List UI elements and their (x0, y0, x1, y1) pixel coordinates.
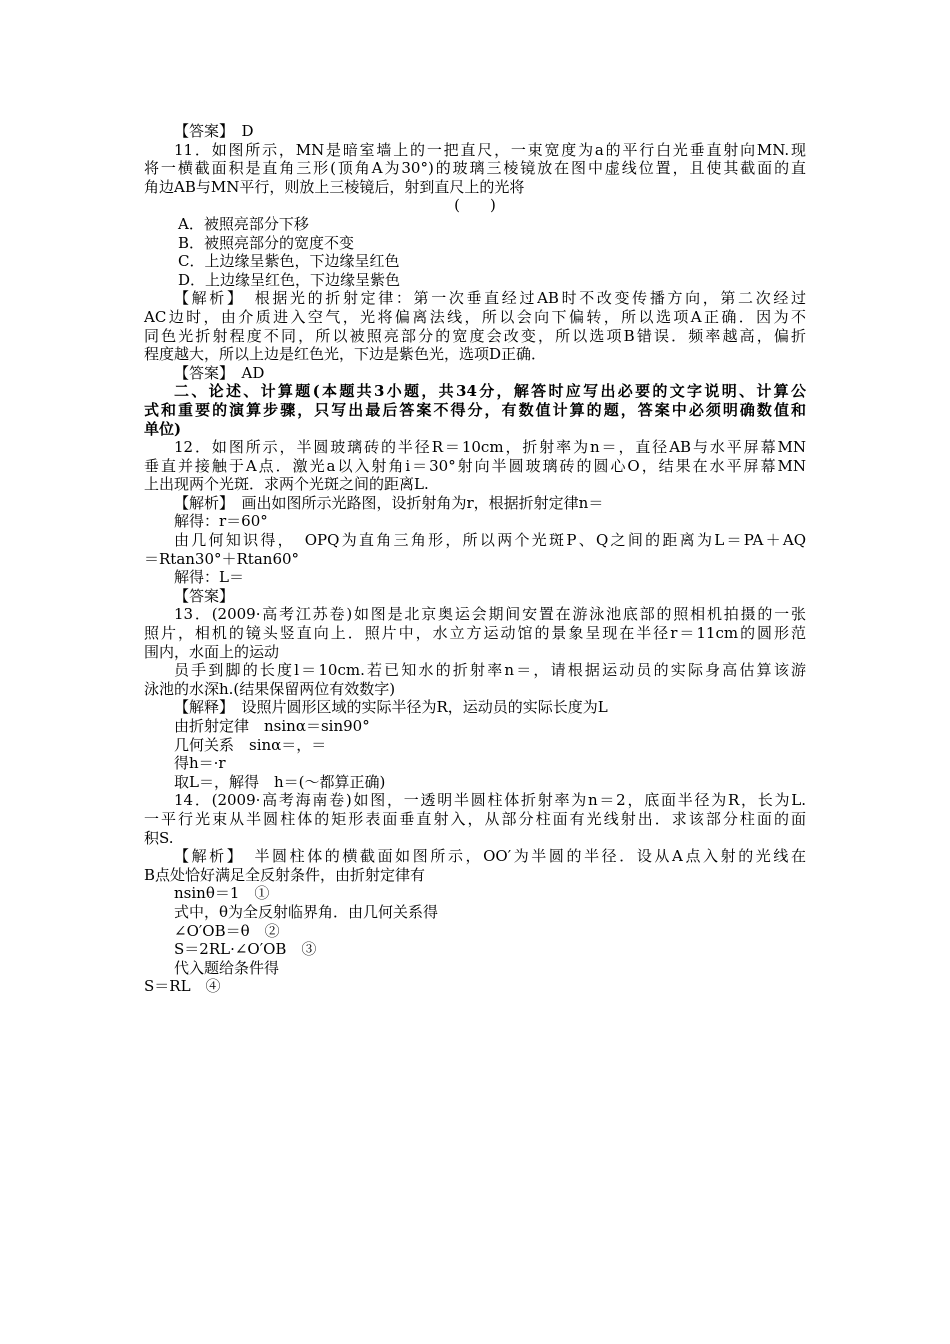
q14-line-3: 积S. (144, 828, 174, 847)
option-a: A．被照亮部分下移 (178, 214, 309, 233)
answer-label: 【答案】 AD (174, 363, 265, 382)
analysis-line-4: 程度越大，所以上边是红色光，下边是紫色光，选项D正确． (144, 345, 547, 364)
q13-line-3: 围内，水面上的运动 (144, 642, 280, 661)
q13-line-5: 泳池的水深h.(结果保留两位有效数字) (144, 679, 396, 698)
q12-analysis-4: ＝Rtan30°＋Rtan60° (144, 549, 300, 568)
option-d: D．上边缘呈红色，下边缘呈紫色 (178, 270, 401, 289)
q13-explain-3: 几何关系 sinα＝，＝ (174, 735, 327, 754)
analysis-line-1: 【解析】 根据光的折射定律：第一次垂直经过AB时不改变传播方向，第二次经过 (174, 289, 806, 308)
q11-line-3: 角边AB与MN平行，则放上三棱镜后，射到直尺上的光将 (144, 177, 525, 196)
q14-equation-1: nsinθ＝1 ① (174, 884, 270, 903)
q12-analysis-2: 解得：r＝60° (174, 512, 268, 531)
analysis-line-2: AC边时，由介质进入空气，光将偏离法线，所以会向下偏转，所以选项A正确．因为不 (144, 307, 806, 326)
q14-analysis-2: B点处恰好满足全反射条件，由折射定律有 (144, 865, 426, 884)
answer-label: 【答案】 D (174, 122, 254, 140)
q13-line-4: 员手到脚的长度l＝10cm.若已知水的折射率n＝，请根据运动员的实际身高估算该游 (174, 661, 806, 680)
q13-explain-2: 由折射定律 nsinα＝sin90° (174, 717, 370, 735)
q12-analysis-3: 由几何知识得， OPQ为直角三角形，所以两个光斑P、Q之间的距离为L＝PA＋AQ (174, 531, 806, 550)
q13-explain-1: 【解释】 设照片圆形区域的实际半径为R，运动员的实际长度为L (174, 698, 608, 717)
q12-line-3: 上出现两个光斑．求两个光斑之间的距离L. (144, 475, 429, 494)
q13-explain-4: 得h＝·r (174, 754, 226, 773)
q11-line-2: 将一横截面积是直角三形(顶角A为30°)的玻璃三棱镜放在图中虚线位置，且使其截面的直 (144, 159, 806, 178)
q13-line-1: 13．(2009·高考江苏卷)如图是北京奥运会期间安置在游泳池底部的照相机拍摄的一张 (174, 605, 806, 624)
section-heading-3: 单位) (144, 419, 182, 438)
option-b: B．被照亮部分的宽度不变 (178, 233, 355, 252)
answer-label: 【答案】 (174, 586, 235, 605)
q14-equation-3: S＝2RL·∠O′OB ③ (174, 940, 317, 959)
q12-line-2: 垂直并接触于A点．激光a以入射角i＝30°射向半圆玻璃砖的圆心O，结果在水平屏幕MN (144, 456, 806, 475)
q14-analysis-3: 式中，θ为全反射临界角．由几何关系得 (174, 902, 439, 921)
analysis-line-3: 同色光折射程度不同，所以被照亮部分的宽度会改变，所以选项B错误．频率越高，偏折 (144, 326, 806, 345)
q12-line-1: 12．如图所示，半圆玻璃砖的半径R＝10cm，折射率为n＝，直径AB与水平屏幕MN (174, 438, 806, 457)
q13-explain-5: 取L＝，解得 h＝(～都算正确) (174, 772, 386, 791)
q11-line-1: 11．如图所示，MN是暗室墙上的一把直尺，一束宽度为a的平行白光垂直射向MN.现 (174, 140, 806, 159)
section-heading-2: 式和重要的演算步骤，只写出最后答案不得分，有数值计算的题，答案中必须明确数值和 (144, 400, 806, 419)
q12-analysis-5: 解得：L＝ (174, 568, 244, 587)
section-heading-1: 二、论述、计算题(本题共3小题，共34分，解答时应写出必要的文字说明、计算公 (174, 382, 806, 401)
q13-line-2: 照片，相机的镜头竖直向上．照片中，水立方运动馆的景象呈现在半径r＝11cm的圆形范 (144, 624, 806, 643)
q14-analysis-4: 代入题给条件得 (174, 958, 280, 977)
q14-equation-2: ∠O′OB＝θ ② (174, 921, 280, 940)
q14-result: S＝RL ④ (144, 977, 221, 996)
q14-analysis-1: 【解析】 半圆柱体的横截面如图所示，OO′为半圆的半径．设从A点入射的光线在 (174, 847, 806, 866)
document-body (144, 122, 806, 996)
q11-bracket: ( ) (454, 196, 496, 215)
q12-analysis-1: 【解析】 画出如图所示光路图，设折射角为r，根据折射定律n＝ (174, 493, 604, 512)
q14-line-1: 14．(2009·高考海南卷)如图，一透明半圆柱体折射率为n＝2，底面半径为R，长为L. (174, 791, 806, 810)
q14-line-2: 一平行光束从半圆柱体的矩形表面垂直射入，从部分柱面有光线射出．求该部分柱面的面 (144, 809, 806, 828)
option-c: C．上边缘呈紫色，下边缘呈红色 (178, 252, 400, 271)
